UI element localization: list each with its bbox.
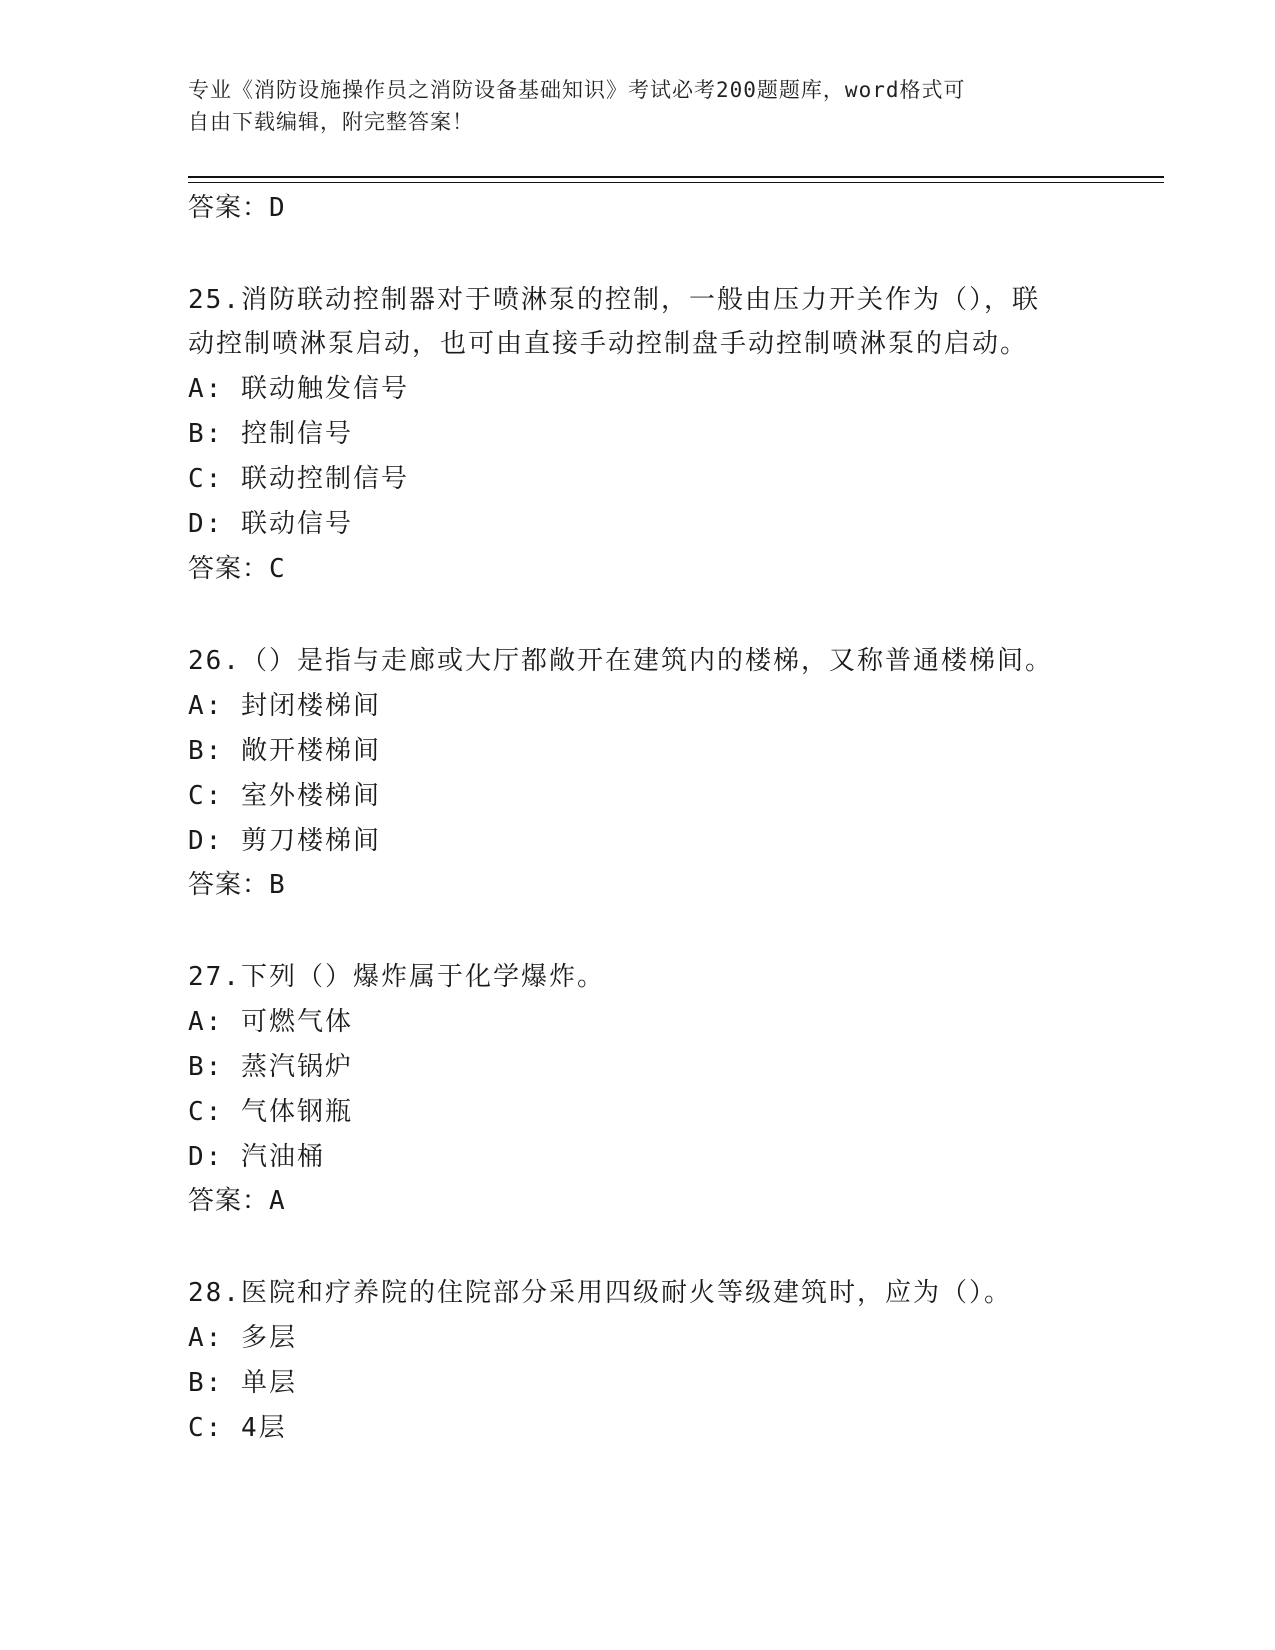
option-item: D: 汽油桶 xyxy=(188,1142,325,1172)
answer-value: D xyxy=(269,193,286,223)
option-item: C: 室外楼梯间 xyxy=(188,781,381,811)
option-item: D: 联动信号 xyxy=(188,509,353,539)
header-line-1: 专业《消防设施操作员之消防设备基础知识》考试必考200题题库，word格式可 xyxy=(188,78,966,102)
answer-label: 答案： xyxy=(188,1186,270,1216)
answer-line xyxy=(188,191,286,225)
option-item: C: 4层 xyxy=(188,1413,287,1443)
header-divider-thin xyxy=(188,182,1164,183)
answer-label: 答案： xyxy=(188,193,270,223)
question-stem: 26.（）是指与走廊或大厅都敞开在建筑内的楼梯，又称普通楼梯间。 xyxy=(188,646,1053,676)
answer-label: 答案： xyxy=(188,554,270,584)
question-stem: 动控制喷淋泵启动，也可由直接手动控制盘手动控制喷淋泵的启动。 xyxy=(188,329,1029,359)
answer-value: B xyxy=(269,870,286,900)
question-stem: 28.医院和疗养院的住院部分采用四级耐火等级建筑时，应为（）。 xyxy=(188,1278,1012,1308)
option-item: B: 敞开楼梯间 xyxy=(188,736,381,766)
option-item: B: 蒸汽锅炉 xyxy=(188,1052,353,1082)
header-divider xyxy=(188,176,1164,178)
answer-line xyxy=(188,1184,286,1218)
question-stem: 25.消防联动控制器对于喷淋泵的控制，一般由压力开关作为（），联 xyxy=(188,285,1040,315)
option-item: A: 封闭楼梯间 xyxy=(188,691,381,721)
question-stem: 27.下列（）爆炸属于化学爆炸。 xyxy=(188,962,605,992)
header-line-2: 自由下载编辑，附完整答案！ xyxy=(188,110,474,134)
answer-line xyxy=(188,552,286,586)
answer-label: 答案： xyxy=(188,870,270,900)
option-item: A: 可燃气体 xyxy=(188,1007,353,1037)
option-item: C: 气体钢瓶 xyxy=(188,1097,353,1127)
option-item: B: 控制信号 xyxy=(188,419,353,449)
option-item: A: 联动触发信号 xyxy=(188,374,409,404)
option-item: D: 剪刀楼梯间 xyxy=(188,826,381,856)
option-item: A: 多层 xyxy=(188,1323,297,1353)
option-item: B: 单层 xyxy=(188,1368,297,1398)
answer-value: C xyxy=(269,554,286,584)
answer-value: A xyxy=(269,1186,286,1216)
page-header xyxy=(188,74,1078,138)
option-item: C: 联动控制信号 xyxy=(188,464,409,494)
answer-line xyxy=(188,868,286,902)
